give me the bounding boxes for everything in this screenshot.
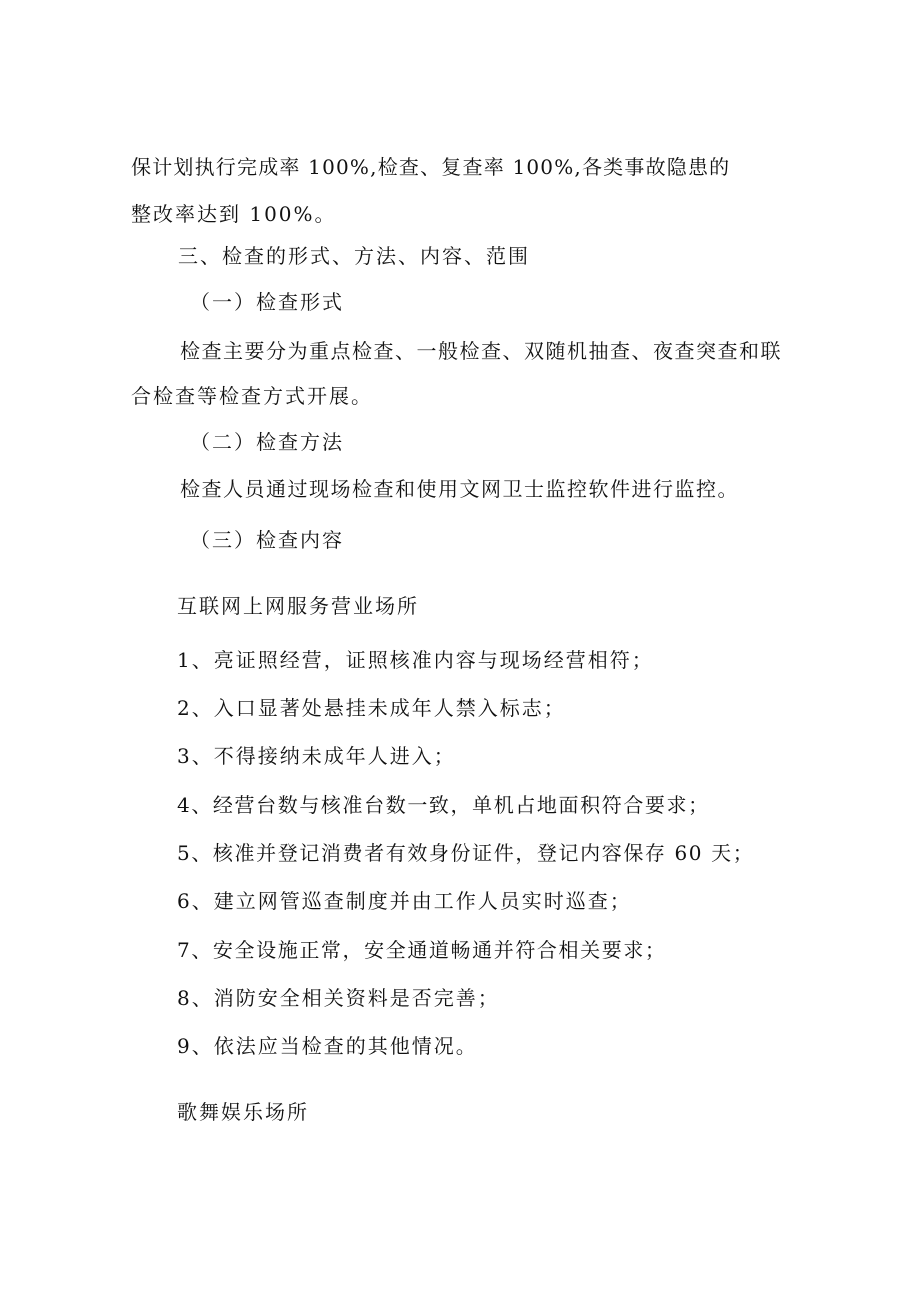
list-item: 8、消防安全相关资料是否完善；: [177, 986, 500, 1010]
list-item: 9、依法应当检查的其他情况。: [177, 1034, 478, 1058]
category-karaoke-venues: 歌舞娱乐场所: [177, 1100, 309, 1124]
continuation-line-1: 保计划执行完成率 100%,检查、复查率 100%,各类事故隐患的: [131, 155, 731, 179]
list-item: 1、亮证照经营，证照核准内容与现场经营相符；: [177, 648, 654, 672]
list-item: 4、经营台数与核准台数一致，单机占地面积符合要求；: [177, 793, 710, 817]
form-paragraph-line-1: 检查主要分为重点检查、一般检查、双随机抽查、夜查突查和联: [180, 339, 782, 363]
list-item: 2、入口显著处悬挂未成年人禁入标志；: [177, 696, 566, 720]
list-item: 6、建立网管巡查制度并由工作人员实时巡查；: [177, 889, 632, 913]
subsection-content-heading: （三）检查内容: [190, 528, 344, 552]
form-paragraph-line-2: 合检查等检查方式开展。: [131, 384, 373, 408]
subsection-method-heading: （二）检查方法: [190, 430, 344, 454]
method-paragraph: 检查人员通过现场检查和使用文网卫士监控软件进行监控。: [180, 477, 739, 501]
list-item: 5、核准并登记消费者有效身份证件，登记内容保存 60 天；: [177, 841, 755, 865]
list-item: 7、安全设施正常，安全通道畅通并符合相关要求；: [177, 938, 667, 962]
continuation-line-2: 整改率达到 100%。: [131, 202, 337, 226]
section-3-heading: 三、检查的形式、方法、内容、范围: [178, 244, 530, 268]
subsection-form-heading: （一）检查形式: [190, 290, 344, 314]
category-internet-venues: 互联网上网服务营业场所: [177, 594, 419, 618]
list-item: 3、不得接纳未成年人进入；: [177, 744, 456, 768]
